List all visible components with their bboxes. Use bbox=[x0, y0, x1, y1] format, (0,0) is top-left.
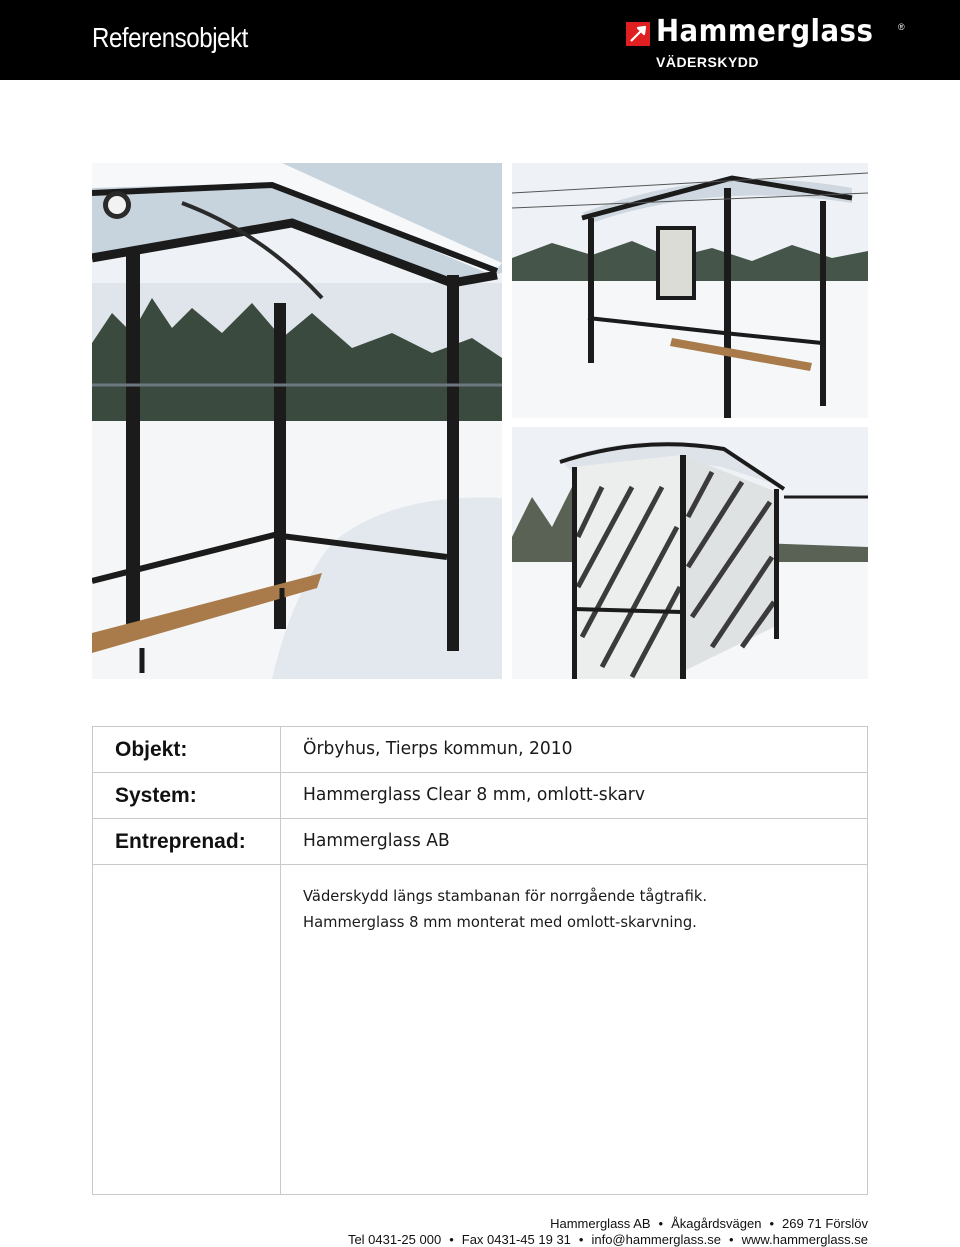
footer-company: Hammerglass AB bbox=[550, 1216, 651, 1231]
page-header bbox=[0, 0, 960, 80]
description-line-2: Hammerglass 8 mm monterat med omlott-skarvning. bbox=[303, 913, 697, 931]
table-row-objekt bbox=[93, 727, 867, 773]
registered-mark: ® bbox=[898, 22, 905, 32]
objekt-value: Örbyhus, Tierps kommun, 2010 bbox=[303, 738, 573, 759]
footer-city: 269 71 Förslöv bbox=[782, 1216, 868, 1231]
entreprenad-label: Entreprenad: bbox=[115, 830, 246, 853]
photo-shelter-front bbox=[92, 163, 502, 679]
footer-contact bbox=[348, 1232, 868, 1247]
footer-bullet: • bbox=[449, 1232, 454, 1247]
footer-web-link[interactable]: www.hammerglass.se bbox=[741, 1232, 868, 1247]
footer-bullet: • bbox=[769, 1216, 774, 1231]
hammerglass-logo bbox=[626, 16, 916, 72]
footer-tel: Tel 0431-25 000 bbox=[347, 1232, 442, 1247]
table-row-entreprenad bbox=[93, 819, 867, 865]
footer-email-link[interactable]: info@hammerglass.se bbox=[591, 1232, 721, 1247]
footer-bullet: • bbox=[658, 1216, 664, 1231]
project-info-table bbox=[92, 726, 868, 1195]
entreprenad-value: Hammerglass AB bbox=[303, 830, 450, 851]
logo-subtitle: VÄDERSKYDD bbox=[656, 54, 760, 70]
system-label: System: bbox=[115, 784, 197, 807]
hammer-arrow-icon bbox=[626, 22, 650, 46]
footer-address bbox=[550, 1216, 868, 1231]
footer-bullet: • bbox=[578, 1232, 584, 1247]
footer-bullet: • bbox=[729, 1232, 734, 1247]
table-row-system bbox=[93, 773, 867, 819]
description-line-1: Väderskydd längs stambanan för norrgående tågtrafik. bbox=[303, 887, 708, 905]
system-value: Hammerglass Clear 8 mm, omlott-skarv bbox=[303, 784, 645, 805]
project-description bbox=[303, 883, 707, 935]
footer-street: Åkagårdsvägen bbox=[671, 1216, 762, 1231]
page-title: Referensobjekt bbox=[92, 22, 248, 53]
logo-wordmark: Hammerglass bbox=[656, 14, 874, 49]
footer-fax: Fax 0431-45 19 31 bbox=[461, 1232, 571, 1247]
photo-shelter-wrapped bbox=[512, 427, 868, 679]
objekt-label: Objekt: bbox=[115, 738, 188, 761]
photo-shelter-side bbox=[512, 163, 868, 418]
